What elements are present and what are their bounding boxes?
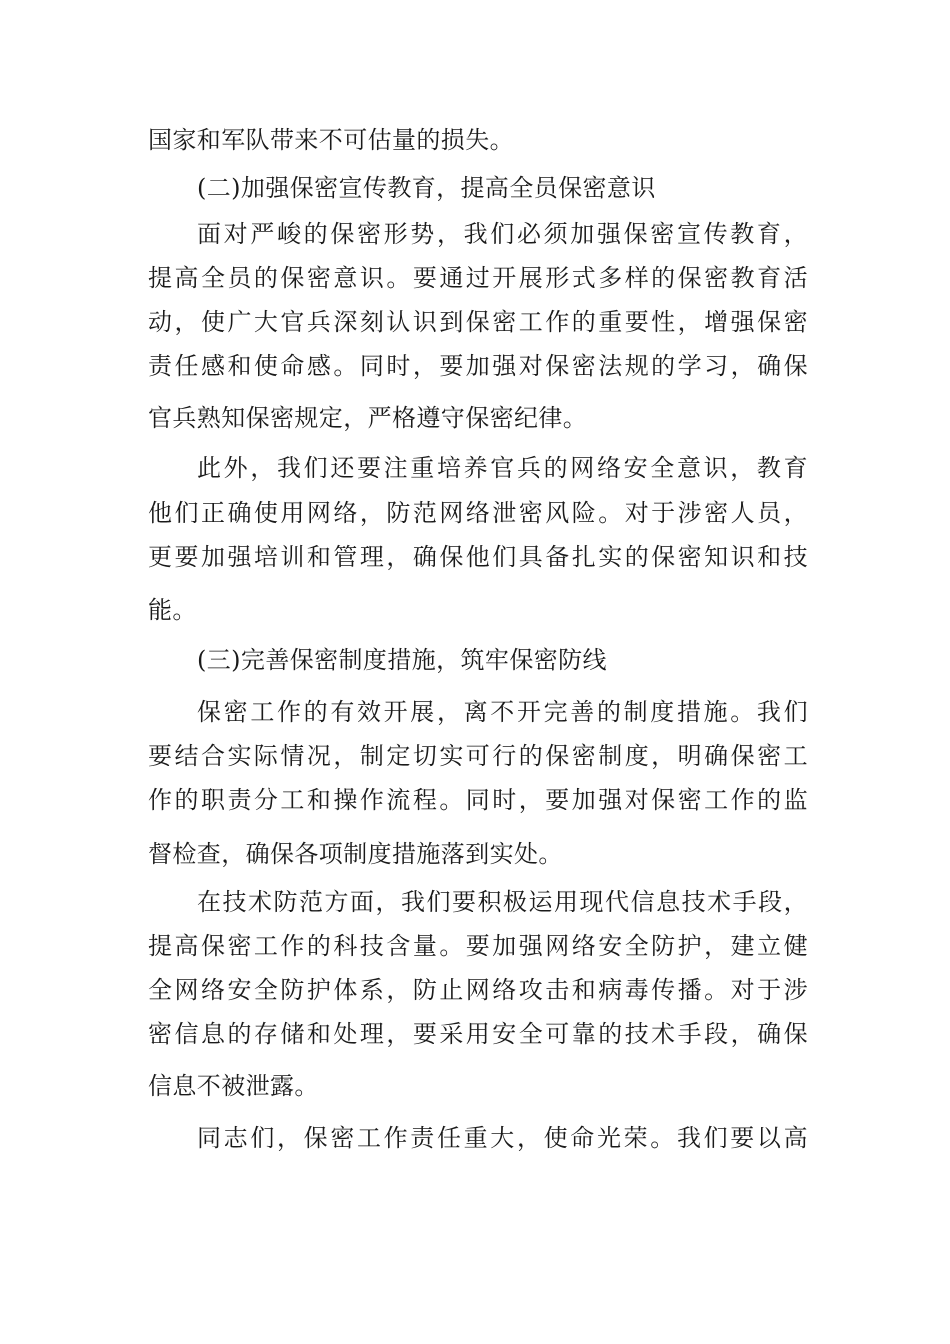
paragraph-line: 提高全员的保密意识。要通过开展形式多样的保密教育活 (148, 264, 808, 292)
paragraph-line: 他们正确使用网络，防范网络泄密风险。对于涉密人员， (148, 499, 808, 527)
paragraph-line: 作的职责分工和操作流程。同时，要加强对保密工作的监 (148, 786, 808, 814)
paragraph-line: 督检查，确保各项制度措施落到实处。 (148, 840, 563, 868)
paragraph-line: 在技术防范方面，我们要积极运用现代信息技术手段， (197, 888, 808, 916)
paragraph-line: 保密工作的有效开展，离不开完善的制度措施。我们 (197, 698, 808, 726)
paragraph-line: 面对严峻的保密形势，我们必须加强保密宣传教育， (197, 220, 808, 248)
paragraph-line: 信息不被泄露。 (148, 1072, 319, 1100)
paragraph-line: 同志们，保密工作责任重大，使命光荣。我们要以高 (197, 1124, 808, 1152)
paragraph-line: 更要加强培训和管理，确保他们具备扎实的保密知识和技 (148, 543, 808, 571)
section-heading: (三)完善保密制度措施，筑牢保密防线 (197, 646, 607, 674)
section-heading: (二)加强保密宣传教育，提高全员保密意识 (197, 174, 656, 202)
paragraph-line: 动，使广大官兵深刻认识到保密工作的重要性，增强保密 (148, 308, 808, 336)
paragraph-line: 官兵熟知保密规定，严格遵守保密纪律。 (148, 404, 588, 432)
paragraph-line: 责任感和使命感。同时，要加强对保密法规的学习，确保 (148, 352, 808, 380)
paragraph-line: 提高保密工作的科技含量。要加强网络安全防护，建立健 (148, 932, 808, 960)
paragraph-line: 要结合实际情况，制定切实可行的保密制度，明确保密工 (148, 742, 808, 770)
paragraph-line: 能。 (148, 596, 197, 624)
paragraph-line: 全网络安全防护体系，防止网络攻击和病毒传播。对于涉 (148, 976, 808, 1004)
paragraph-line: 此外，我们还要注重培养官兵的网络安全意识，教育 (197, 454, 808, 482)
paragraph-line: 密信息的存储和处理，要采用安全可靠的技术手段，确保 (148, 1020, 808, 1048)
paragraph-line: 国家和军队带来不可估量的损失。 (148, 126, 514, 154)
